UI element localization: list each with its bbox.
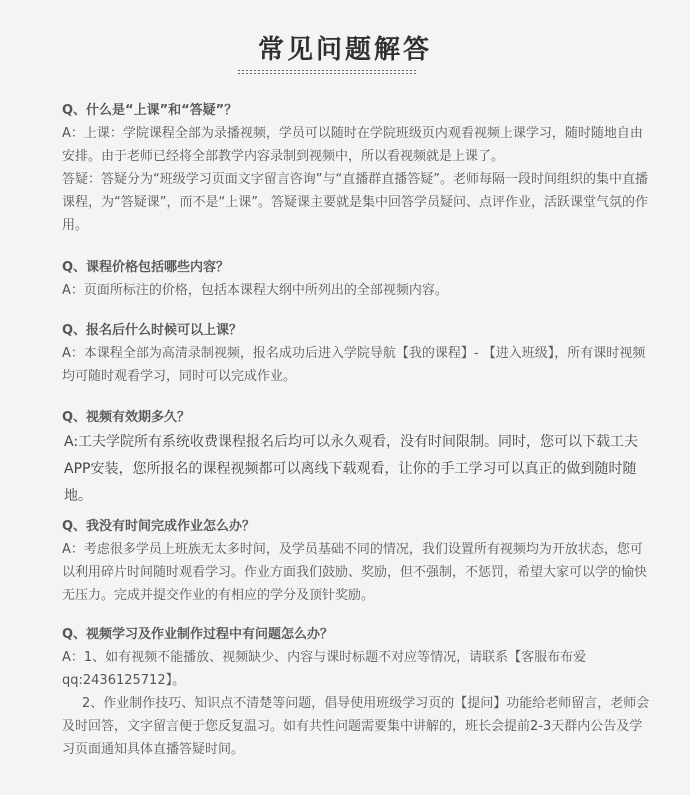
- faq-item: [62, 320, 652, 388]
- faq-answer: A：页面所标注的价格，包括本课程大纲中所列出的全部视频内容。: [62, 283, 448, 298]
- faq-answer: A：上课：学院课程全部为录播视频，学员可以随时在学院班级页内观看视频上课学习，随时随地自由安排。由于老师已经将全部教学内容录制到视频中，所以看视频就是上课了。: [62, 126, 643, 164]
- faq-answer: A:工夫学院所有系统收费课程报名后均可以永久观看，没有时间限制。同时，您可以下载工夫APP安装，您所报名的课程视频都可以离线下载观看，让你的手工学习可以真正的做到随时随地。: [64, 434, 639, 504]
- faq-question: Q、课程价格包括哪些内容？: [62, 260, 230, 275]
- faq-item: [62, 257, 652, 302]
- faq-question: Q、什么是“上课”和“答疑”？: [62, 103, 238, 118]
- faq-answer: A：1、如有视频不能播放、视频缺少、内容与课时标题不对应等情况，请联系【客服布布爱qq:2436125712】。: [62, 650, 587, 688]
- faq-answer: 2、作业制作技巧、知识点不清楚等问题，倡导使用班级学习页的【提问】功能给老师留言，老师会及时回答，文字留言便于您反复温习。如有共性问题需要集中讲解的，班长会提前2-3天群内公告及学习页面通知具体直播答疑时间。: [62, 696, 650, 757]
- title-wrap: [0, 32, 690, 68]
- faq-question: Q、视频有效期多久？: [62, 410, 191, 425]
- faq-answer: 答疑：答疑分为“班级学习页面文字留言咨询”与“直播群直播答疑”。老师每隔一段时间组织的集中直播课程，为“答疑课”，而不是“上课”。答疑课主要就是集中回答学员疑问、点评作业，活跃课堂气氛的作用。: [62, 172, 648, 233]
- faq-item: [62, 624, 652, 761]
- faq-answer: A：本课程全部为高清录制视频，报名成功后进入学院导航【我的课程】- 【进入班级】，所有课时视频均可随时观看学习，同时可以完成作业。: [62, 346, 646, 384]
- faq-item: [62, 516, 652, 607]
- title-underline: [238, 70, 418, 75]
- faq-question: Q、我没有时间完成作业怎么办？: [62, 519, 256, 534]
- faq-answer: A：考虑很多学员上班族无太多时间，及学员基础不同的情况，我们设置所有视频均为开放状态，您可以利用碎片时间随时观看学习。作业方面我们鼓励、奖励，但不强制，不惩罚，希望大家可以学的愉快无压力。完成并提交作业的有相应的学分及顶针奖励。: [62, 542, 648, 603]
- page-title: 常见问题解答: [257, 35, 432, 65]
- faq-question: Q、视频学习及作业制作过程中有问题怎么办？: [62, 627, 334, 642]
- faq-question: Q、报名后什么时候可以上课？: [62, 323, 243, 338]
- faq-item: [62, 407, 652, 510]
- faq-item: [62, 100, 652, 237]
